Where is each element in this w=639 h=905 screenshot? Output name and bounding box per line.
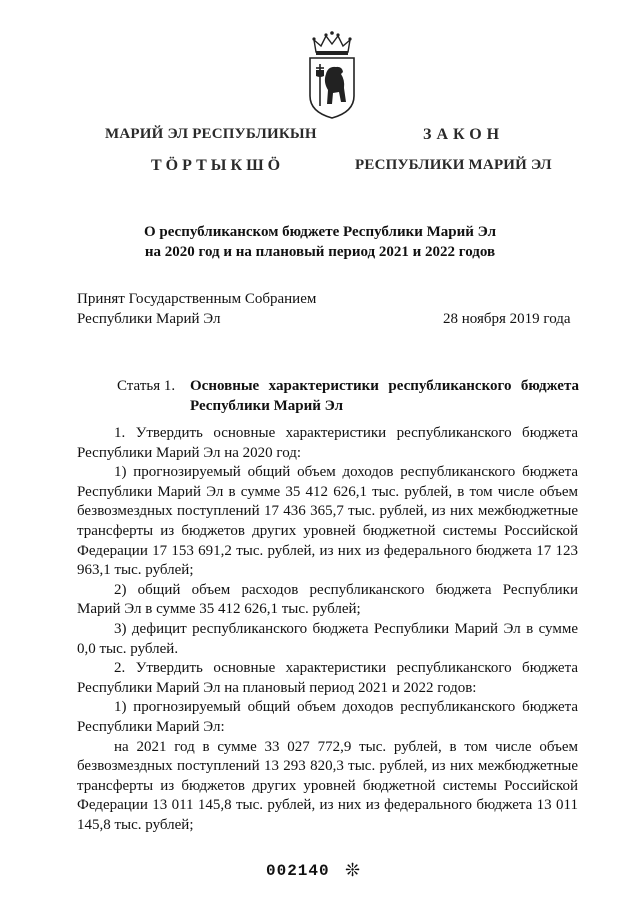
adopted-by-line1: Принят Государственным Собранием	[77, 291, 317, 307]
paragraph-2: 1) прогнозируемый общий объем доходов республиканского бюджета Республики Марий Эл в сумме 35 412 626,1 тыс. рублей, в том числе объем безвозмездных поступлений 17 436 365,7 тыс. рублей, из них межбюджетные трансферты из бюджетов других уровней бюджетной системы Российской Федерации 17 153 691,2 тыс. рублей, из них из федерального бюджета 17 123 963,1 тыс. рублей;	[77, 464, 578, 579]
document-serial-number: 002140	[266, 862, 330, 880]
adopted-by-line2: Республики Марий Эл	[77, 311, 221, 327]
coat-of-arms-emblem	[306, 30, 358, 120]
article-body	[77, 424, 578, 835]
footer-mark-icon: ❊	[345, 860, 361, 880]
paragraph-6: 1) прогнозируемый общий объем доходов республиканского бюджета Республики Марий Эл:	[77, 699, 578, 735]
header-right-line1: ЗАКОН	[423, 126, 505, 143]
header-left-line1: МАРИЙ ЭЛ РЕСПУБЛИКЫН	[105, 126, 317, 142]
law-title	[70, 222, 570, 262]
paragraph-1: 1. Утвердить основные характеристики республиканского бюджета Республики Марий Эл на 2020 год:	[77, 425, 578, 461]
law-title-line2: на 2020 год и на плановый период 2021 и 2022 годов	[144, 244, 496, 260]
paragraph-5: 2. Утвердить основные характеристики республиканского бюджета Республики Марий Эл на плановый период 2021 и 2022 годов:	[77, 660, 578, 696]
adoption-date: 28 ноября 2019 года	[443, 311, 571, 327]
header-left-line2: ТӦРТЫКШӦ	[151, 157, 285, 174]
adopted-by	[77, 289, 316, 329]
paragraph-4: 3) дефицит республиканского бюджета Республики Марий Эл в сумме 0,0 тыс. рублей.	[77, 620, 578, 657]
article-title: Основные характеристики республиканского бюджета Республики Марий Эл	[190, 378, 579, 414]
law-title-line1: О республиканском бюджете Республики Марий Эл	[143, 224, 497, 240]
article-number: Статья 1.	[117, 378, 176, 394]
header-right-line2: РЕСПУБЛИКИ МАРИЙ ЭЛ	[355, 157, 552, 173]
paragraph-7: на 2021 год в сумме 33 027 772,9 тыс. рублей, в том числе объем безвозмездных поступлений 13 293 820,3 тыс. рублей, из них межбюджетные трансферты из бюджетов других уровней бюджетной системы Российской Федерации 13 011 145,8 тыс. рублей, из них из федерального бюджета 13 011 145,8 тыс. рублей;	[77, 738, 578, 833]
paragraph-3: 2) общий объем расходов республиканского бюджета Республики Марий Эл в сумме 35 412 626,1 тыс. рублей;	[77, 581, 578, 618]
